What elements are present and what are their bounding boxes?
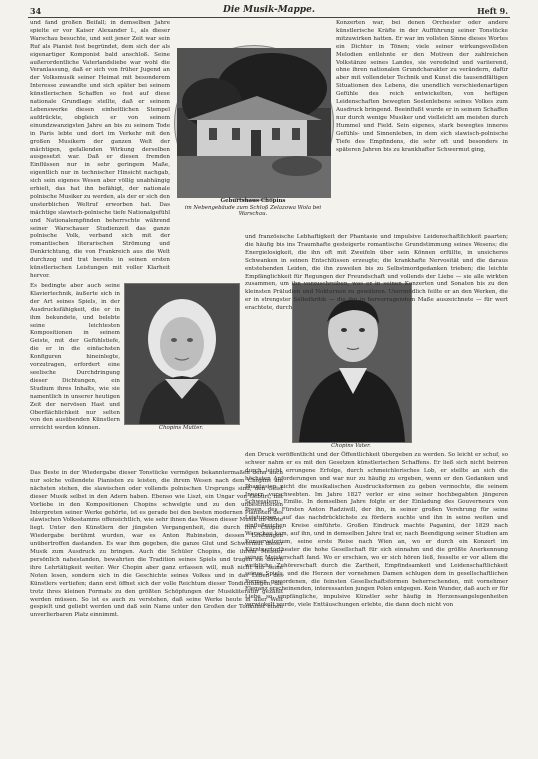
birthplace-caption: [170, 198, 336, 218]
father-illustration: [293, 284, 411, 442]
paragraph-left-top: und fand großen Beifall; in demselben Jahre spielte er vor Kaiser Alexander I., als dieser Warschau besuchte, und seit jener Zeit war sein Ruf als Pianist fest begründet, dem sich der als eigenartiger Komponist bald anschloß. Seine außerordentliche Vaterlandsliebe war wohl die Veranlassung, daß er sich von früher Jugend an der Volksmusik seiner Heimat mit besonderem Interesse zuwandte und sich später bei seinem künstlerischen Schaffen so fest auf diese nationale Grundlage stellte, daß er seinem Lebenswerke diesen einheitlichen Stempel aufdrückte, obgleich er von seinem einundzwanzigsten Jahre an bis zu seinem Tode in Paris lebte und dort im Verkehr mit den großen Musikern der ganzen Welt der mächtigen, gefallenden Wirkung derselben ausgesetzt war. Daß er diesen fremden Einflüssen nur in sehr geringem Maße, eigentlich nur in technischer Hinsicht nachgab, sich sein eigenes Wesen aber völlig unabhängig erhielt, das hat ihn befähigt, der nationale polnische Musiker zu werden, als der er sich den unsterblichen Weltruf erworben hat. Das mächtige slawisch-polnische tiefe Nationalgefühl und Nationalempfinden beherrschte während seiner Warschauer Studienzeit das ganze polnische Volk, verband sich mit der romantischen literarischen Strömung und Denkrichtung, die von Frankreich aus die Welt durchzog und trat bereits in seinen ersten künstlerischen Leistungen mit voller Klarheit hervor.: [30, 20, 170, 279]
paragraph-left-mid: Es bedingte aber auch seine Klaviertechnik, äußerte sich in der Art seines Spiels, in der Ausdrucksfähigkeit, die er in ihm bekundete, und belebte seine leichtesten Kompositionen in seinem Geiste, mit der Gefühlstiefe, die er in die einfachsten Konfiguren hineinlegte, vorzutragen, erfordert eine seelische Durchdringung dieser Dichtungen, ein Studium ihres Inhalts, wie sie namentlich in unserer heutigen Zeit der nervösen Hast und Oberflächlichkeit nur selten von den ausübenden Künstlern erreicht werden können.: [30, 283, 120, 432]
text-right-top: [336, 20, 508, 233]
mother-caption: Chopins Mutter.: [158, 425, 204, 431]
text-left-top: [30, 20, 170, 281]
mother-portrait: [124, 283, 240, 425]
mother-illustration: [125, 284, 239, 424]
paragraph-right-mid: und französische Lebhaftigkeit der Phantasie und impulsive Leidenschaftlichkeit paarten; die häufig bis ins Traumhafte gesteigerte romantische Grundstimmung seines Wesens; die Energielosigkeit, die ihn oft mit Zweifeln über sein Können erfüllte, in unsicheres Schwanken in seinen Entschlüssen erzeugte; die krankhafte Nervosität und die daraus entstehenden Leiden, die ihn zuweilen bis zu Selbstmordgedanken trieben; die leichte Empfänglichkeit für Regungen der Freundschaft und vollends der Liebe — sie alle wirkten zusammen, um ihn vorzuschreiben, was er in seinen Konzerten und Sonaten bis zu den kleinsten Präludien und Nokturnen zu gewähren. Unermüdlich feilte er an den Werken, die er in strengster Selbstkritik — die ihn in hervorragendem Maße auszeichnete — für wert erachtete, durch: [245, 234, 508, 312]
paragraph-right-bottom: den Druck veröffentlicht und der Öffentlichkeit übergeben zu werden. So leicht er schuf, so schwer nahm er es mit den Gesetzen künstlerischen Schaffens. Er ließ sich nicht beirren durch leicht errungene Erfolge, durch schmeichlerisches Lob, er stellte an sich die höchsten Anforderungen und war nur zu häufig zu ergeben, wenn er den Gedanken und Phantasien nicht die musikalischen Ausdrucksformen zu geben vermochte, die seinem Innern vorschwebten. Im Jahre 1827 verlor er eine seiner hochbegabten jüngeren Schwestern: Emilie. In demselben Jahre folgte er der Einladung des Gouverneurs von Posen, des Fürsten Anton Radziwill, der ihn, in seiner großen Verehrung für seine Leistungen, auf das nachdrücklichste zu fördern suchte und ihn in seine weiten und einflußreichen Kreise einführte. Großen Eindruck machte Paganini, der 1829 nach Warschau kam, auf ihn, und in demselben Jahre trat er, nach Beendigung seiner Studien am Konservatorium, seine erste Reise nach Wien an, wo er durch ein Konzert im Kärntnertortheater die hohe Gesellschaft für sich einnahm und die größte Anerkennung seiner Meisterschaft fand. Wo er erschien, wo er sich hören ließ, fesselte er vor allem die weibliche Zuhörerschaft durch die Zartheit, Empfindsamkeit und Leidenschaftlichkeit seines Spiels, und die Herzen der vornehmen Damen schlugen dem in gesellschaftlichen Formen gewordenen, die feinsten Gesellschaftsformen beherrschenden, mit vornehmer Eleganz erscheinenden, interessanten jungen Polen entgegen. Kein Wunder, daß auch er für Liebe so empfängliche, impulsive Künstler sehr häufig in Herzensangelegenheiten verwickelt wurde, viele Enttäuschungen erlebte, die dann doch nicht von: [245, 452, 508, 609]
father-caption: Chopins Vater.: [331, 443, 371, 449]
page-number: 34: [30, 6, 42, 16]
birthplace-photo: [175, 46, 333, 200]
header-rule: [28, 17, 510, 18]
page-header: [30, 4, 508, 18]
paragraph-right-top: Konzerten war, bei denen Orchester oder andere künstlerische Kräfte in der Aufführung seiner Tonstücke mitzuwirken hatten. Er war im vollsten Sinne dieses Wortes ein Dichter in Tönen; viele seiner wirkungsvollsten Melodien entlehnte er den Motiven der zahlreichen Volkstänze seines Landes, sie veredelnd und variierend, ohne ihren nationalen Grundcharakter zu verändern, dafür aber mit vollendeter Technik und Kunst die tausendfältigen Situationen des Lebens, die unendlich verschiedenartigen Gefühle des reich entwickelten, von heftigen Leidenschaften bewegten Seelenlebens seines Volkes zum Ausdruck bringend. Beeinflußt wurde er in seinem Schaffen nur durch wenige Musiker und vielleicht am meisten durch Hummel und Field. Sein eigenes, stark bewegtes inneres Gefühls- und Sinnenleben, in dem sich slawisch-polnische Tiefe des Empfindens, die sehr oft und besonders in späteren Jahren bis zu krankhafter Schwermut ging,: [336, 20, 508, 153]
text-right-mid-narrow: [414, 283, 508, 450]
birthplace-caption-sub: im Nebengebäude zum Schloß Zelazowa Wola bei Warschau.: [184, 204, 322, 218]
text-right-mid-wide: [245, 234, 508, 312]
birthplace-illustration: [177, 48, 331, 198]
father-portrait: [292, 283, 412, 443]
paragraph-left-bottom: Das Beste in der Wiedergabe dieser Tonstücke vermögen bekanntermaßen denn auch nur solche vollendete Pianisten zu leisten, die ihrem Wesen nach dem Chopins am nächsten stehen, die slawischen oder vollends polnischen Ursprungs sind, den Geist dieser Musik selbst in den Adern haben. Ebenso wie Liszt, ein Ungar von Geburt, mit Vorliebe in den Kompositionen Chopins schwelgte und zu den unbestrittenen Interpreten seiner Werke gehörte, ist es gerade bei den besten modernen Pianisten des slawischen Volksstamms offensichtlich, wie sehr ihnen das Wesen dieser Musik im Blute liegt. Unter den Künstlern der jüngsten Vergangenheit, die durch ihre Chopin-Wiedergabe berühmt wurden, war es Anton Rubinstein, dessen Leistungen unübertroffen dastanden. Es war ihm gegeben, die ganze Glut und Schwermut dieser Musik zum Ausdruck zu bringen. Auch die Schüler Chopins, die ihrem Meister persönlich nahestanden, bewahrten die Tradition seines Spiels und trugen sie durch ihre Lehrtätigkeit weiter. Wer Chopin aber ganz erfassen will, muß nicht nur seine Noten lesen, sondern sich in die Geschichte seines Volkes und in das Leben des Künstlers vertiefen; dann erst öffnet sich der volle Reichtum dieser Tondichtungen, die trotz ihres kleinen Formats zu den größten Schöpfungen der Musikliteratur gezählt werden müssen. So ist es auch zu verstehen, daß seine Werke heute in aller Welt gespielt und geliebt werden und daß sein Name unter den Großen der Tonkunst einen unverlierbaren Platz einnimmt.: [30, 470, 283, 619]
text-left-mid: [30, 283, 120, 469]
birthplace-caption-title: Geburtshaus Chopins: [220, 198, 286, 204]
text-right-bottom: [245, 452, 508, 742]
magazine-title: Die Musik-Mappe.: [223, 5, 315, 15]
issue-label: Heft 9.: [477, 6, 508, 16]
